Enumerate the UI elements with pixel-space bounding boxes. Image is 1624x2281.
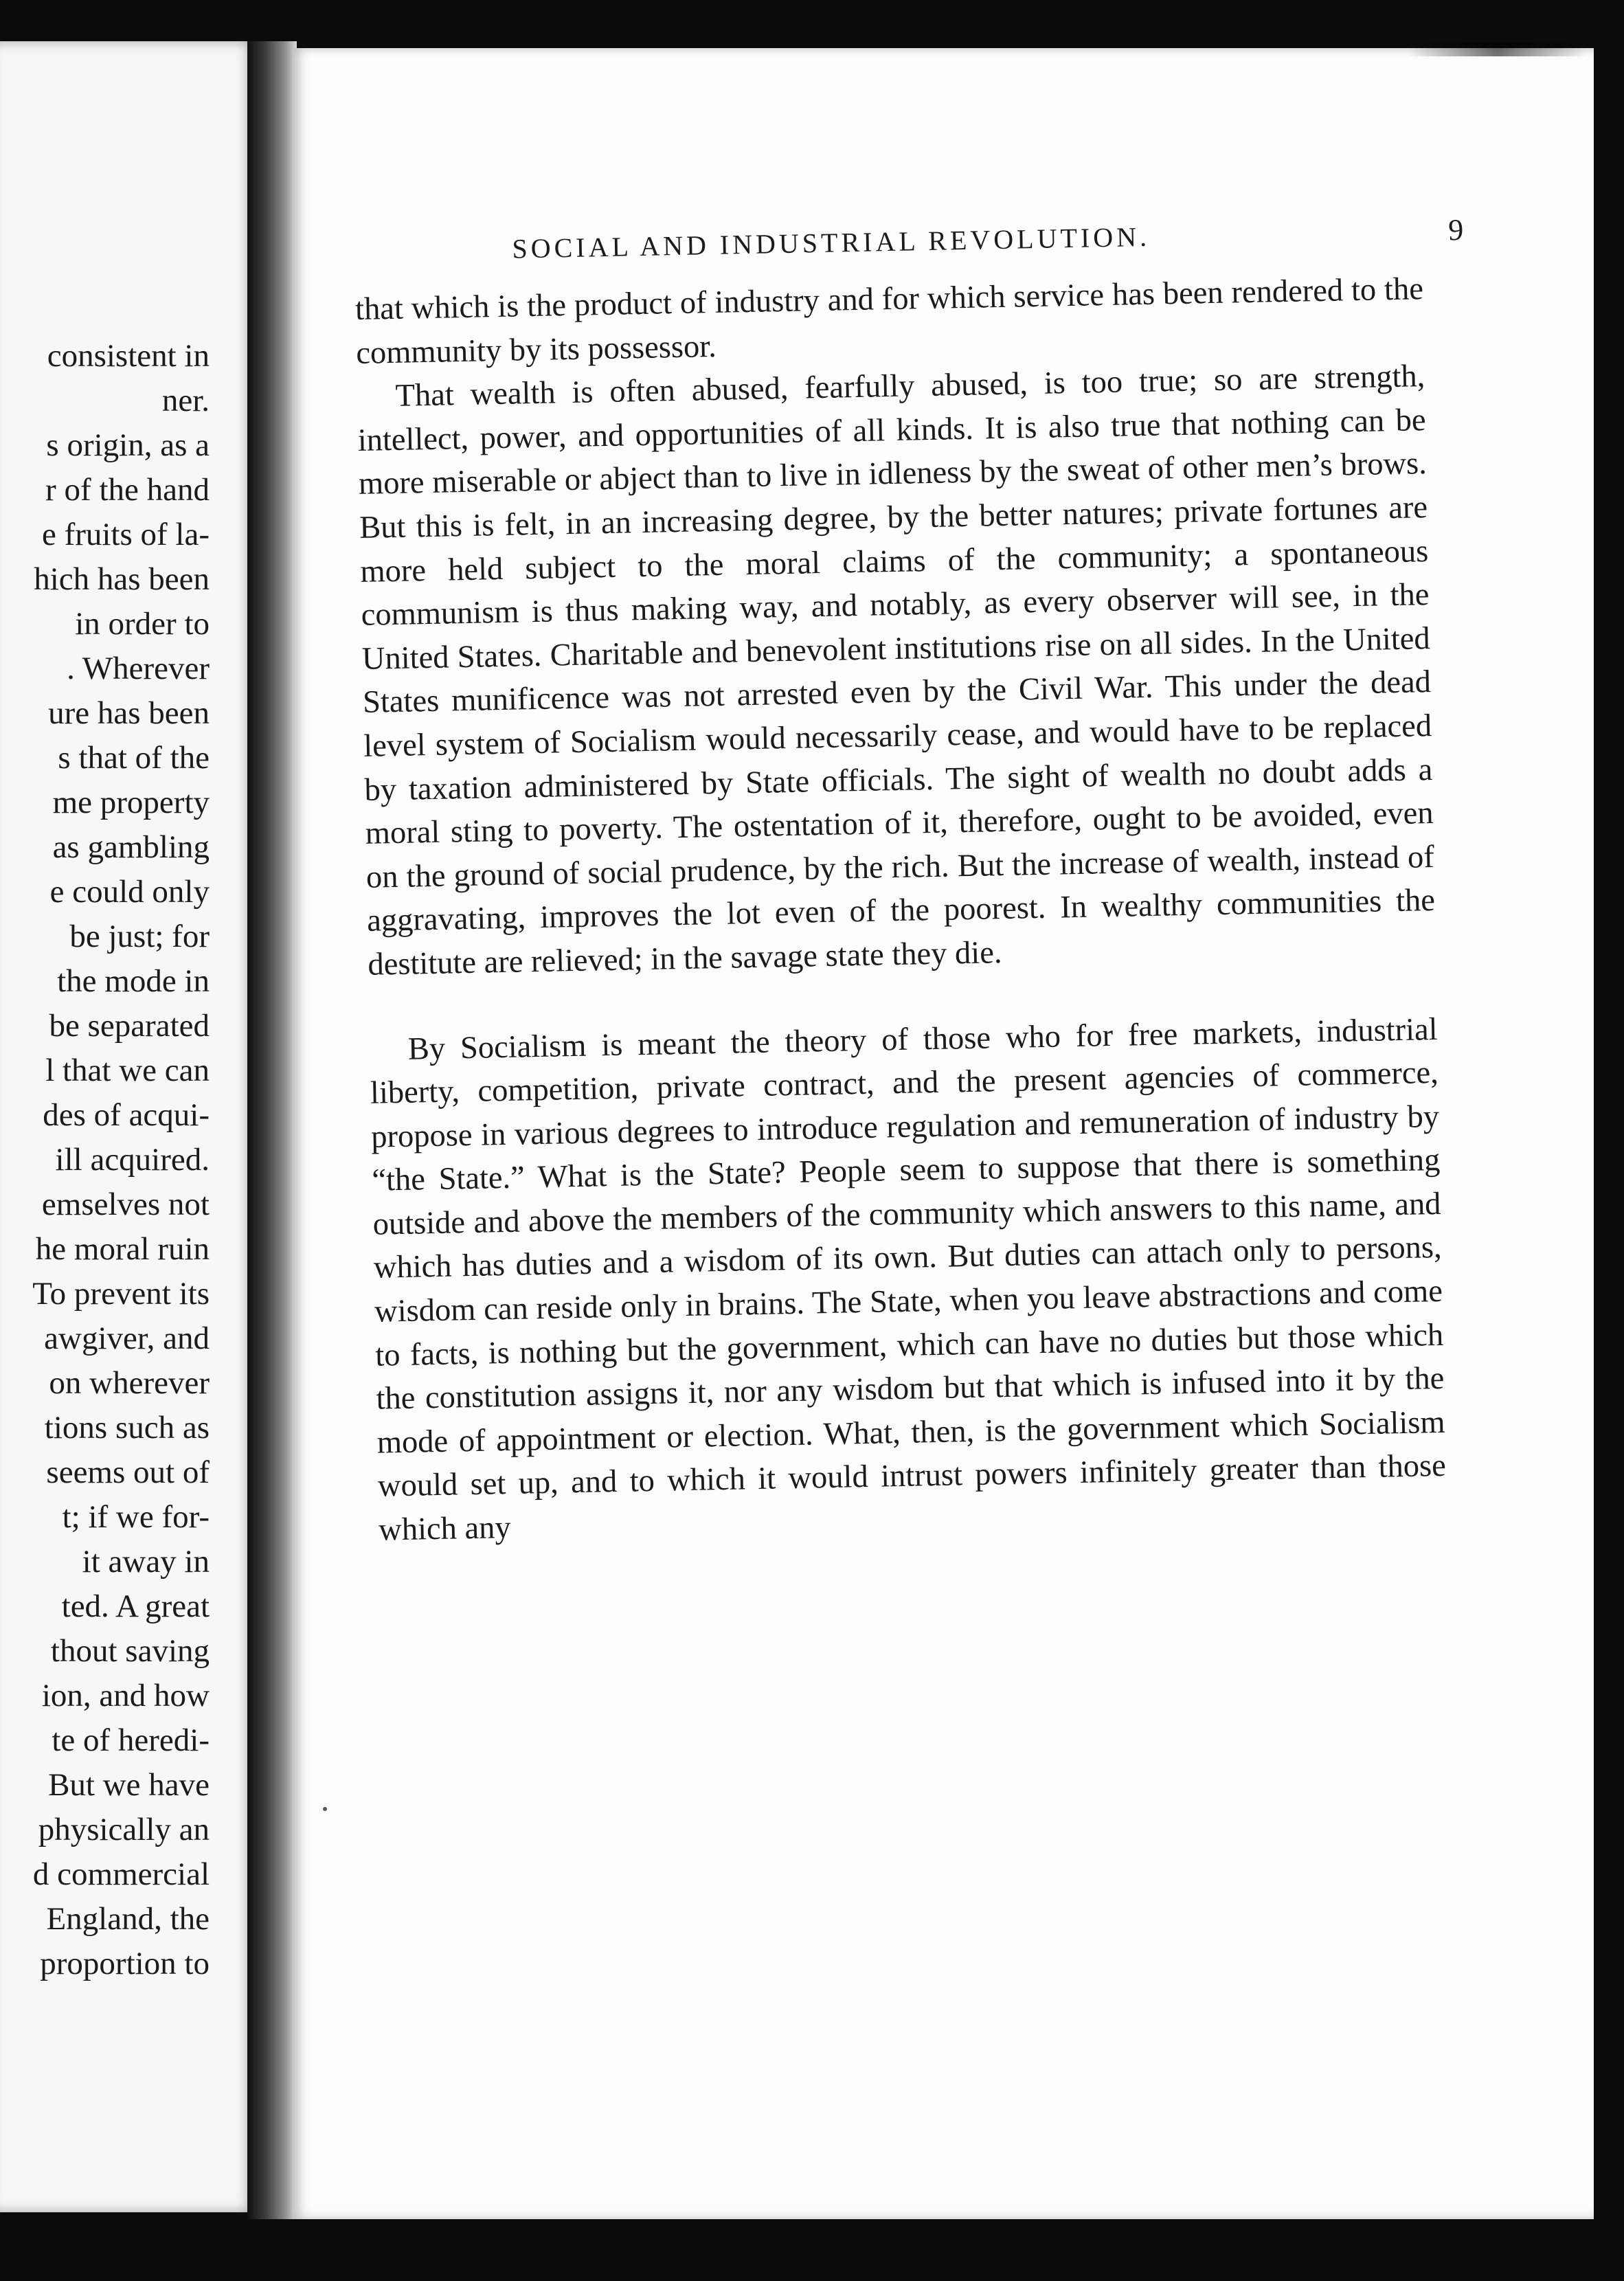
previous-page-line: it away in: [82, 1544, 210, 1580]
page-text-block: [354, 212, 1464, 1552]
previous-page-line: . Wherever: [67, 651, 210, 686]
previous-page-line: thout saving: [50, 1633, 210, 1669]
scan-edge-noise: [1408, 43, 1587, 56]
paragraph-continuation: that which is the product of industry and for which service has been rendered to the community by its possessor.: [354, 271, 1424, 371]
previous-page-line: ner.: [161, 383, 210, 418]
previous-page-line: physically an: [38, 1812, 210, 1847]
previous-page-line: e could only: [49, 874, 210, 910]
previous-page-text: [0, 334, 210, 1986]
previous-page-line: hich has been: [34, 561, 210, 597]
previous-page-line: consistent in: [47, 338, 210, 374]
previous-page: [0, 41, 258, 2212]
book-gutter: [247, 41, 297, 2219]
previous-page-line: England, the: [46, 1901, 210, 1937]
previous-page-line: des of acqui-: [43, 1097, 210, 1133]
previous-page-line: the mode in: [57, 963, 210, 999]
previous-page-line: he moral ruin: [35, 1231, 210, 1267]
previous-page-line: l that we can: [45, 1053, 210, 1088]
previous-page-line: ted. A great: [61, 1588, 210, 1624]
previous-page-line: in order to: [75, 606, 210, 642]
previous-page-line: on wherever: [49, 1365, 210, 1401]
previous-page-line: tions such as: [44, 1410, 210, 1446]
previous-page-line: t; if we for-: [62, 1499, 210, 1535]
previous-page-line: s that of the: [58, 740, 210, 776]
previous-page-line: as gambling: [52, 829, 210, 865]
current-page: [292, 48, 1594, 2219]
previous-page-line: d commercial: [32, 1856, 210, 1892]
running-head: [512, 212, 1464, 266]
previous-page-line: r of the hand: [45, 472, 210, 508]
previous-page-line: e fruits of la-: [41, 517, 210, 552]
previous-page-line: be separated: [49, 1008, 210, 1044]
paragraph-socialism: By Socialism is meant the theory of those who for free markets, industrial liberty, competition, private contract, and the present agencies of commerce, propose in various degrees to introduce regulation and remuneration of industry by “the State.” What is the State? People seem to suppose that there is something outside and above the members of the community which answers to this name, and which has duties and a wisdom of its own. But duties can attach only to persons, wisdom can reside only in brains. The State, when you leave abstractions and come to facts, is nothing but the government, which can have no duties but those which the constitution assigns it, nor any wisdom but that which is infused into it by the mode of appointment or election. What, then, is the government which Socialism would set up, and to which it would intrust powers infinitely greater than those which any: [370, 1011, 1447, 1548]
previous-page-line: emselves not: [41, 1187, 210, 1222]
previous-page-line: ill acquired.: [55, 1142, 210, 1178]
scan-speck: [323, 1807, 327, 1811]
previous-page-line: To prevent its: [32, 1276, 210, 1312]
running-head-title: SOCIAL AND INDUSTRIAL REVOLUTION.: [512, 221, 1151, 265]
previous-page-line: be just; for: [69, 919, 210, 954]
previous-page-line: ion, and how: [41, 1678, 210, 1713]
previous-page-line: seems out of: [46, 1454, 210, 1490]
previous-page-line: te of heredi-: [52, 1722, 210, 1758]
previous-page-line: But we have: [48, 1767, 210, 1803]
previous-page-line: s origin, as a: [46, 427, 210, 463]
page-number: 9: [1447, 212, 1464, 247]
paragraph-wealth: That wealth is often abused, fearfully abused, is too true; so are strength, intellect, power, and opportunities of all kinds. It is also true that nothing can be more miserable or abject than to live in idleness by the sweat of other men’s brows. But this is felt, in an increasing degree, by the better natures; private fortunes are more held subject to the moral claims of the community; a spontaneous communism is thus making way, and notably, as every observer will see, in the United States. Charitable and benevolent institutions rise on all sides. In the United States munificence was not arrested even by the Civil War. This under the dead level system of Socialism would necessarily cease, and would have to be replaced by taxation administered by State officials. The sight of wealth no doubt adds a moral sting to poverty. The ostentation of it, therefore, ought to be avoided, even on the ground of social prudence, by the rich. But the increase of wealth, instead of aggravating, improves the lot even of the poorest. In wealthy communities the destitute are relieved; in the savage state they die.: [357, 359, 1436, 982]
previous-page-line: proportion to: [40, 1946, 210, 1981]
previous-page-line: awgiver, and: [44, 1321, 210, 1356]
previous-page-line: me property: [52, 785, 210, 820]
previous-page-line: ure has been: [48, 695, 210, 731]
